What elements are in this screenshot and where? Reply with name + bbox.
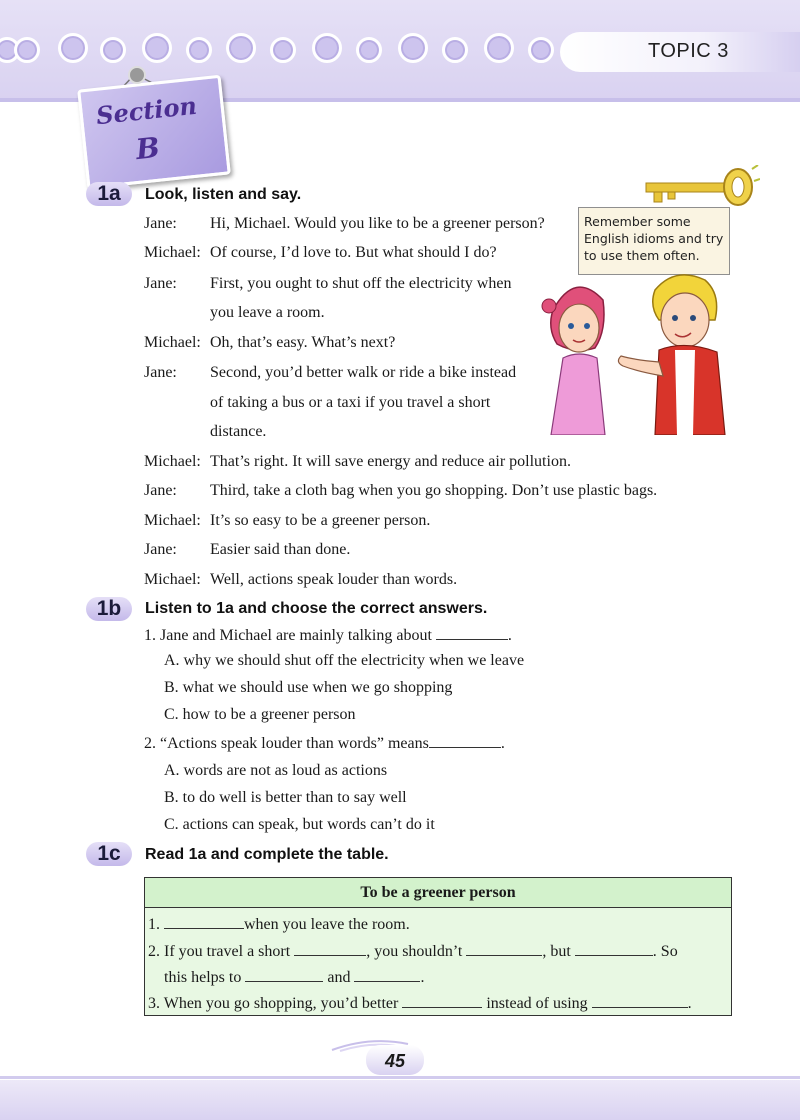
dialogue-text: of taking a bus or a taxi if you travel a short xyxy=(210,394,491,411)
dialogue-text: It’s so easy to be a greener person. xyxy=(210,512,431,529)
ring-decoration xyxy=(398,33,428,63)
dialogue-text: distance. xyxy=(210,423,267,440)
dialogue-text: Easier said than done. xyxy=(210,541,351,558)
question-text: 2. “Actions speak louder than words” means xyxy=(144,735,429,752)
footer-divider xyxy=(0,1076,800,1079)
ring-decoration xyxy=(58,33,88,63)
dialogue-text: Hi, Michael. Would you like to be a greener person? xyxy=(210,215,545,232)
row-text: when you leave the room. xyxy=(244,916,410,933)
row-text: 3. When you go shopping, you’d better xyxy=(148,995,399,1012)
speaker: Michael: xyxy=(144,512,201,529)
answer-blank[interactable] xyxy=(575,941,653,956)
row-text: 2. If you travel a short xyxy=(148,943,291,960)
row-text: , but xyxy=(542,943,571,960)
speaker: Michael: xyxy=(144,453,201,470)
answer-blank[interactable] xyxy=(436,625,508,640)
speaker: Jane: xyxy=(144,364,177,381)
row-text: instead of using xyxy=(486,995,588,1012)
option: C. how to be a greener person xyxy=(164,706,356,723)
ring-decoration xyxy=(312,33,342,63)
answer-blank[interactable] xyxy=(164,914,244,929)
row-text: , you shouldn’t xyxy=(366,943,463,960)
topic-label: TOPIC 3 xyxy=(648,40,729,62)
table-row xyxy=(148,914,410,934)
table-row xyxy=(148,941,678,961)
dialogue-text: Oh, that’s easy. What’s next? xyxy=(210,334,396,351)
answer-blank[interactable] xyxy=(354,967,420,982)
ring-decoration xyxy=(100,37,126,63)
answer-blank[interactable] xyxy=(429,733,501,748)
option: A. why we should shut off the electricity when we leave xyxy=(164,652,525,669)
page-number: 45 xyxy=(385,1051,406,1071)
row-text: 1. xyxy=(148,916,160,933)
row-text: . xyxy=(420,969,425,986)
speaker: Jane: xyxy=(144,275,177,292)
ring-decoration xyxy=(528,37,554,63)
option: B. what we should use when we go shopping xyxy=(164,679,453,696)
question-1 xyxy=(144,625,512,645)
row-text: this helps to xyxy=(164,969,242,986)
sign-nail-icon xyxy=(128,66,146,84)
row-text: . xyxy=(687,995,692,1012)
option: C. actions can speak, but words can’t do it xyxy=(164,816,435,833)
table-title: To be a greener person xyxy=(145,878,732,908)
dialogue-text: Well, actions speak louder than words. xyxy=(210,571,458,588)
dialogue-text: Of course, I’d love to. But what should I do? xyxy=(210,244,497,261)
answer-blank[interactable] xyxy=(294,941,366,956)
footer-band xyxy=(0,1080,800,1120)
characters-illustration xyxy=(535,270,745,435)
ring-decoration xyxy=(142,33,172,63)
ring-decoration xyxy=(270,37,296,63)
speaker: Jane: xyxy=(144,215,177,232)
option: A. words are not as loud as actions xyxy=(164,762,388,779)
speaker: Michael: xyxy=(144,571,201,588)
ring-decoration xyxy=(226,33,256,63)
table-row xyxy=(148,993,692,1013)
ring-decoration xyxy=(442,37,468,63)
answer-blank[interactable] xyxy=(402,993,482,1008)
badge-1b: 1b xyxy=(86,597,132,621)
dialogue-text: That’s right. It will save energy and reduce air pollution. xyxy=(210,453,571,470)
ring-decoration xyxy=(186,37,212,63)
dialogue-text: Third, take a cloth bag when you go shopping. Don’t use plastic bags. xyxy=(210,482,658,499)
speaker: Michael: xyxy=(144,244,201,261)
key-icon xyxy=(640,165,760,213)
dialogue-text: you leave a room. xyxy=(210,304,325,321)
table-row xyxy=(164,967,424,987)
speaker: Jane: xyxy=(144,482,177,499)
period: . xyxy=(507,627,512,644)
badge-1c: 1c xyxy=(86,842,132,866)
ring-decoration xyxy=(356,37,382,63)
question-text: 1. Jane and Michael are mainly talking about xyxy=(144,627,432,644)
ring-decoration xyxy=(14,37,40,63)
heading-1b: Listen to 1a and choose the correct answers. xyxy=(145,600,488,617)
answer-blank[interactable] xyxy=(245,967,323,982)
speaker: Michael: xyxy=(144,334,201,351)
heading-1c: Read 1a and complete the table. xyxy=(145,846,389,863)
heading-1a: Look, listen and say. xyxy=(145,186,302,203)
section-title: Section xyxy=(94,90,199,131)
dialogue-text: Second, you’d better walk or ride a bike instead xyxy=(210,364,517,381)
row-text: and xyxy=(327,969,351,986)
option: B. to do well is better than to say well xyxy=(164,789,407,806)
question-2 xyxy=(144,733,505,753)
period: . xyxy=(500,735,505,752)
row-text: . So xyxy=(652,943,678,960)
speaker: Jane: xyxy=(144,541,177,558)
ring-decoration xyxy=(484,33,514,63)
section-letter: B xyxy=(134,130,162,167)
answer-blank[interactable] xyxy=(466,941,542,956)
answer-blank[interactable] xyxy=(592,993,688,1008)
badge-1a: 1a xyxy=(86,182,132,206)
tip-text: Remember some English idioms and try to use them often. xyxy=(584,214,724,263)
dialogue-text: First, you ought to shut off the electricity when xyxy=(210,275,512,292)
